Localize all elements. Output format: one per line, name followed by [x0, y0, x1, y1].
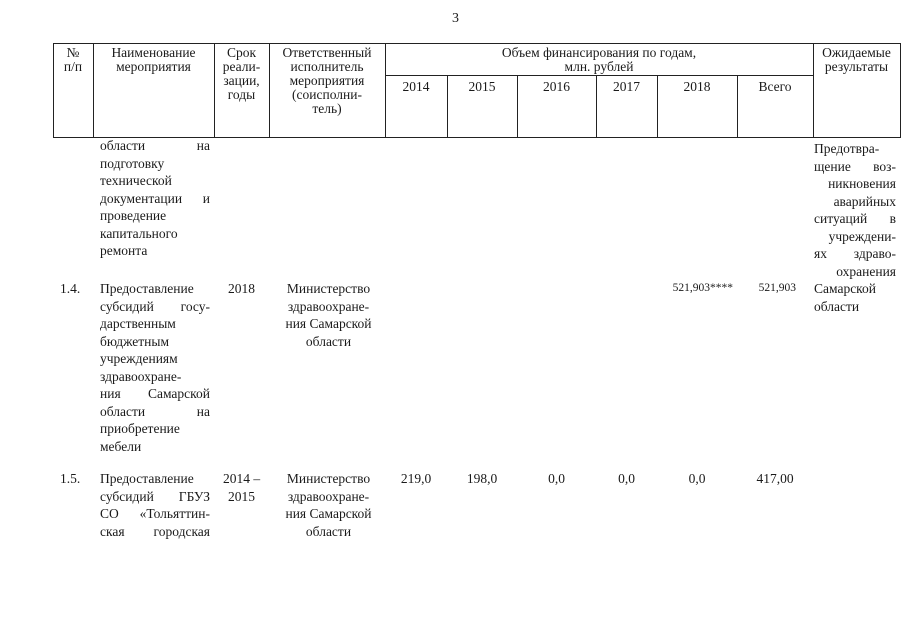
- header-year-2014: 2014: [402, 79, 430, 94]
- row-name: Предоставление субсидий ГБУЗ СО «Тольяттин- ская городская: [100, 471, 210, 539]
- value-2015: 198,0: [466, 471, 498, 486]
- header-year-2015: 2015: [468, 79, 496, 94]
- row-term: 2018: [228, 281, 255, 296]
- row-executor: Министерство здравоохране- ния Самарской области: [285, 471, 372, 539]
- row-number: 1.4.: [60, 281, 81, 296]
- continuation-name: области на подготовку технической документации и проведение капитального ремонта: [100, 138, 210, 258]
- row-term: 2014 – 2015: [222, 471, 261, 504]
- value-2018: 0,0: [688, 471, 706, 486]
- header-executor: Ответственный исполнитель мероприятия (соисполни- тель): [282, 45, 372, 116]
- header-funding: Объем финансирования по годам, млн. рублей: [501, 45, 697, 74]
- row-number: 1.5.: [60, 471, 81, 486]
- expected-results: Предотвра- щение воз- никновения аварийных ситуаций в учреждени- ях здраво- охранения Самарской области: [814, 141, 896, 314]
- value-2018: 521,903****: [672, 282, 733, 294]
- header-num: № п/п: [63, 45, 83, 74]
- header-term: Срок реали- зации, годы: [222, 45, 261, 102]
- header-total: Всего: [758, 79, 792, 94]
- value-total: 521,903: [758, 282, 796, 294]
- row-name: Предоставление субсидий госу- дарственным бюджетным учреждениям здравоохране- ния Самарской области на приобретение мебели: [100, 281, 210, 454]
- row-executor: Министерство здравоохране- ния Самарской области: [285, 281, 372, 349]
- value-2014: 219,0: [400, 471, 432, 486]
- header-year-2017: 2017: [613, 79, 640, 94]
- page-number: 3: [452, 11, 459, 26]
- value-2017: 0,0: [618, 471, 635, 486]
- header-year-2018: 2018: [683, 79, 711, 94]
- value-2016: 0,0: [548, 471, 565, 486]
- header-results: Ожидаемые результаты: [822, 45, 891, 74]
- header-name: Наименование мероприятия: [111, 45, 196, 74]
- header-year-2016: 2016: [543, 79, 570, 94]
- value-total: 417,00: [756, 471, 794, 486]
